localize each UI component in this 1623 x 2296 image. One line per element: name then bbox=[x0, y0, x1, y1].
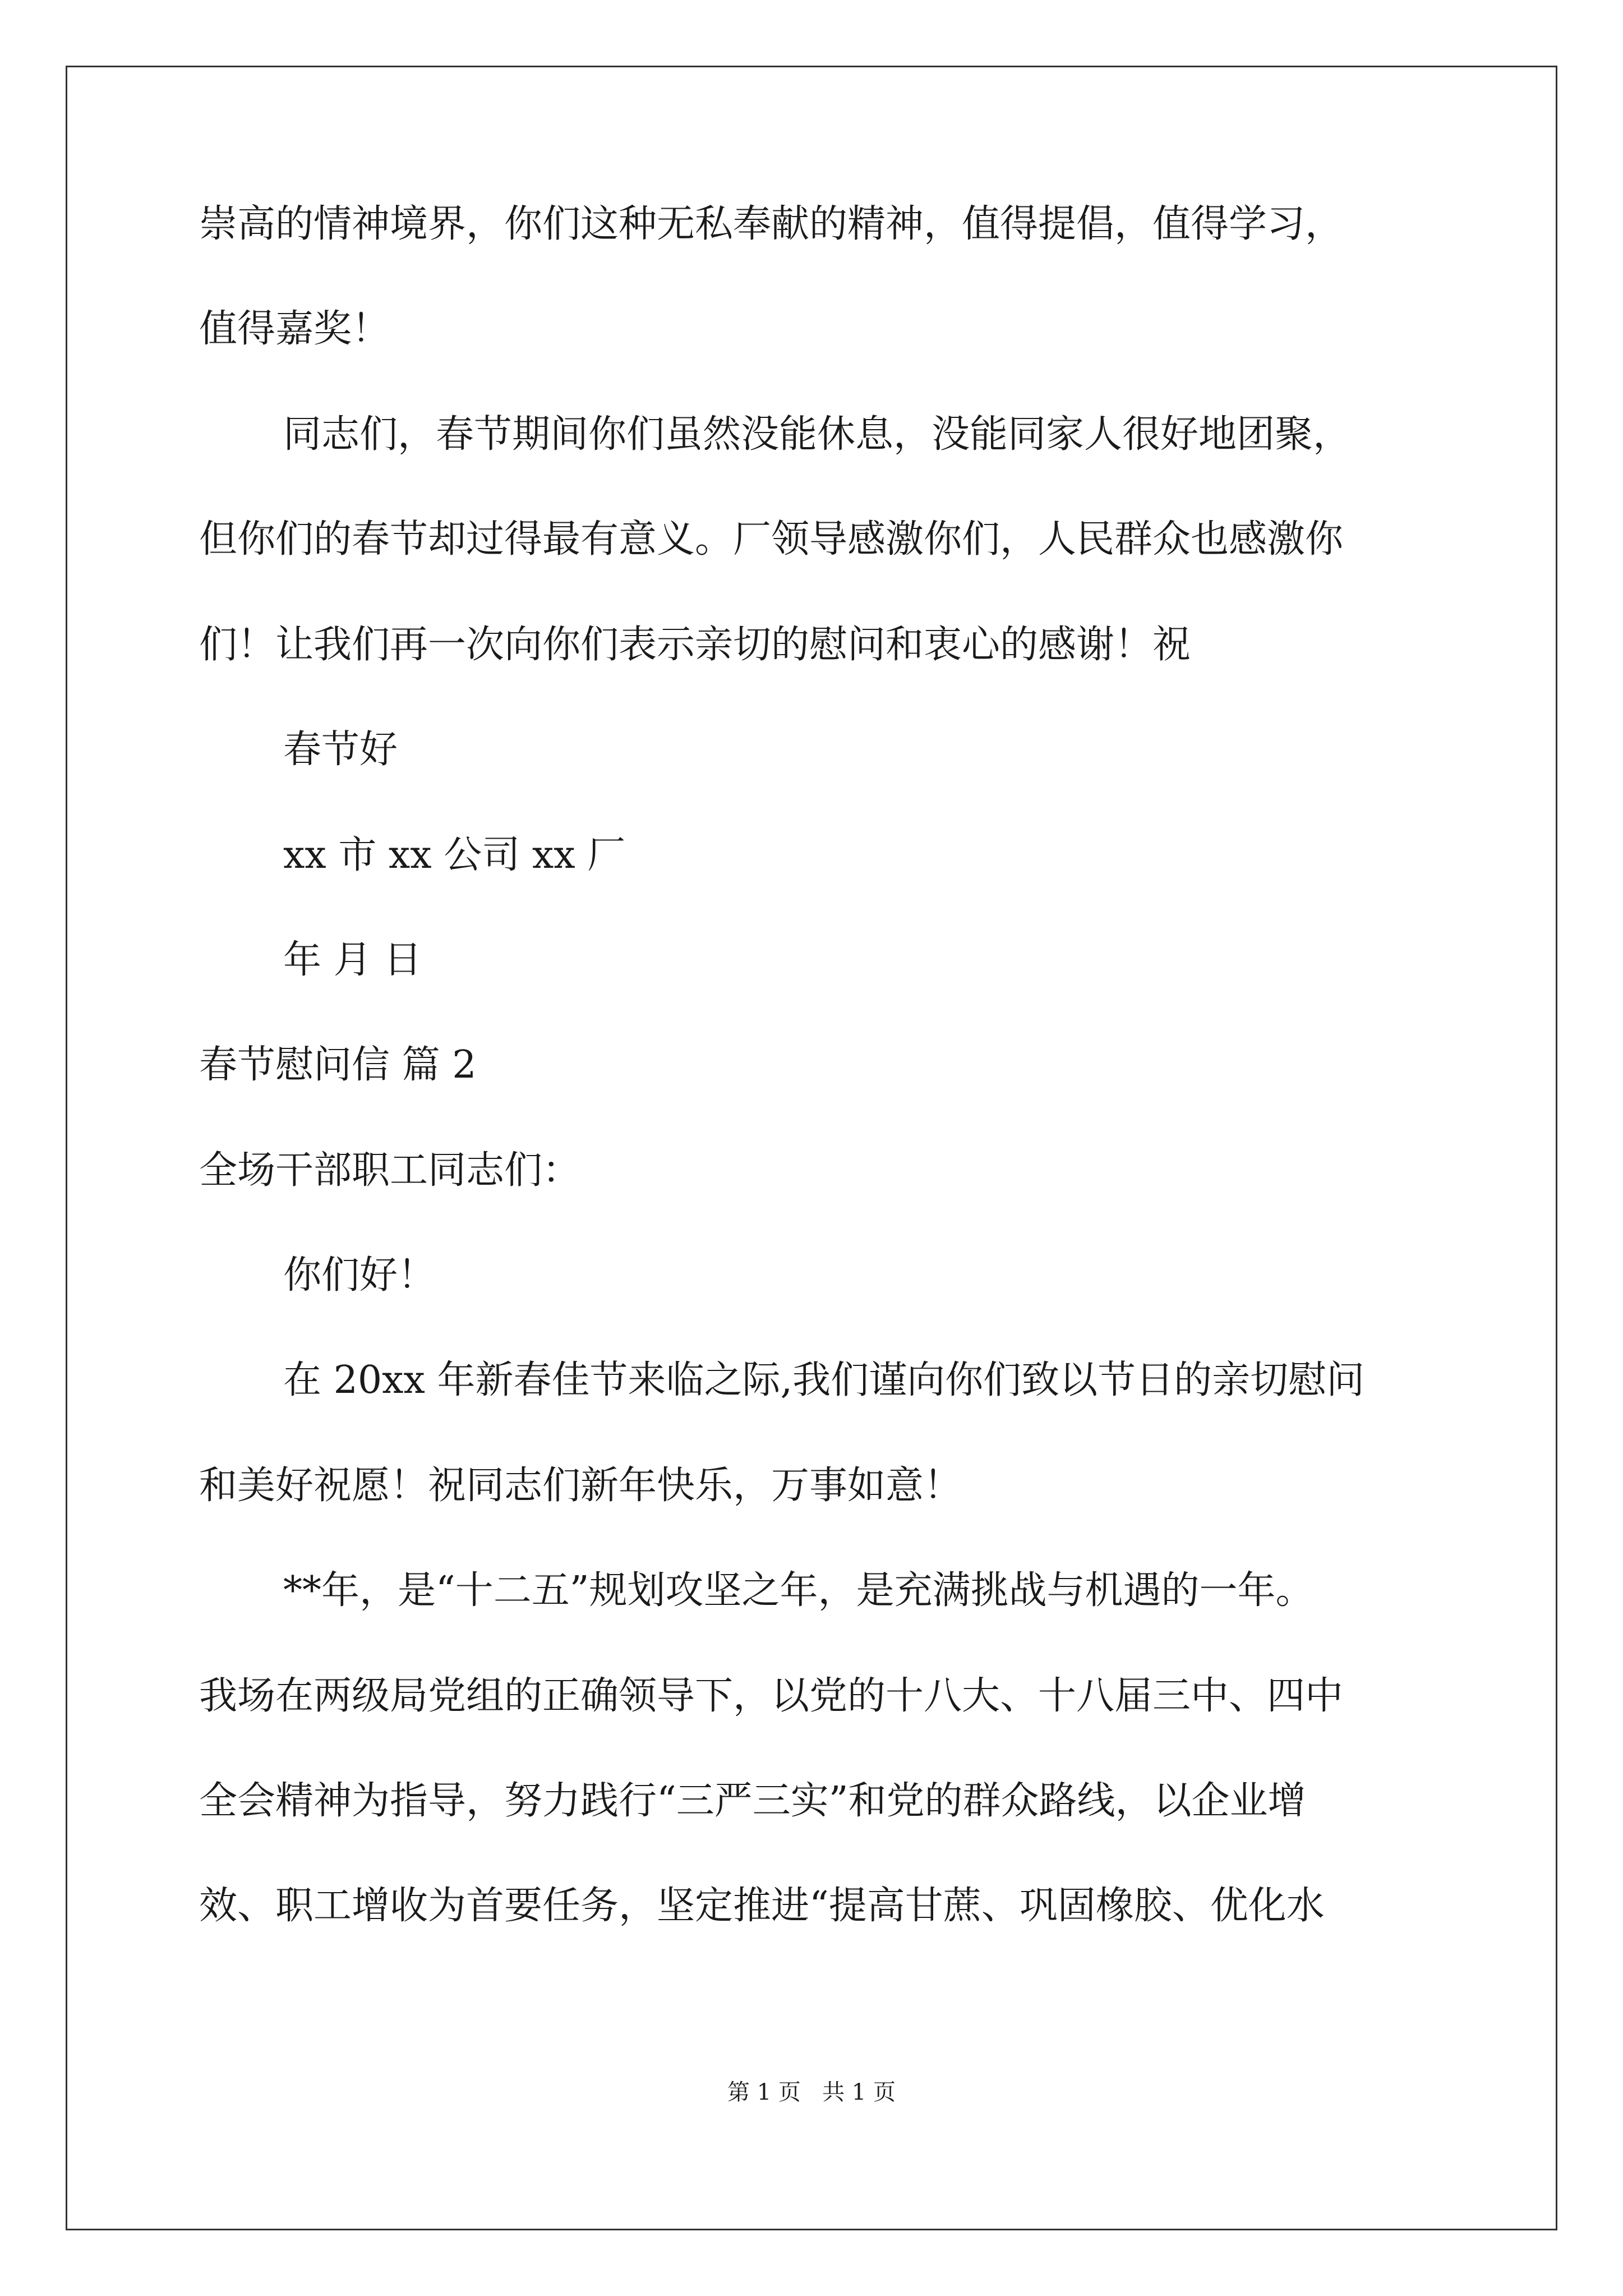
text-line: 在 20xx 年新春佳节来临之际,我们谨向你们致以节日的亲切慰问 bbox=[283, 1358, 1365, 1402]
greeting: 你们好！ bbox=[283, 1253, 436, 1297]
text-line: 同志们，春节期间你们虽然没能休息，没能同家人很好地团聚， bbox=[283, 412, 1352, 457]
signature-date: 年 月 日 bbox=[283, 938, 422, 982]
text-line: 全会精神为指导，努力践行“三严三实”和党的群众路线，以企业增 bbox=[199, 1779, 1306, 1823]
section-heading: 春节慰问信 篇 2 bbox=[199, 1043, 477, 1087]
document-body bbox=[199, 202, 1433, 1929]
salutation: 全场干部职工同志们： bbox=[199, 1148, 581, 1193]
page-footer: 第 1 页 共 1 页 bbox=[727, 2079, 896, 2105]
text-line: 我场在两级局党组的正确领导下，以党的十八大、十八届三中、四中 bbox=[199, 1674, 1344, 1718]
text-line: 效、职工增收为首要任务，坚定推进“提高甘蔗、巩固橡胶、优化水 bbox=[199, 1884, 1325, 1928]
closing-greeting: 春节好 bbox=[283, 728, 398, 772]
text-line: **年，是“十二五”规划攻坚之年，是充满挑战与机遇的一年。 bbox=[283, 1568, 1314, 1613]
signature-org: xx 市 xx 公司 xx 厂 bbox=[283, 833, 626, 877]
text-line: 和美好祝愿！祝同志们新年快乐，万事如意！ bbox=[199, 1464, 962, 1508]
text-line: 们！让我们再一次向你们表示亲切的慰问和衷心的感谢！祝 bbox=[199, 623, 1191, 667]
text-line: 值得嘉奖！ bbox=[199, 307, 390, 351]
text-line: 但你们的春节却过得最有意义。厂领导感激你们，人民群众也感激你 bbox=[199, 517, 1344, 562]
text-line: 崇高的情神境界，你们这种无私奉献的精神，值得提倡，值得学习， bbox=[199, 202, 1344, 246]
